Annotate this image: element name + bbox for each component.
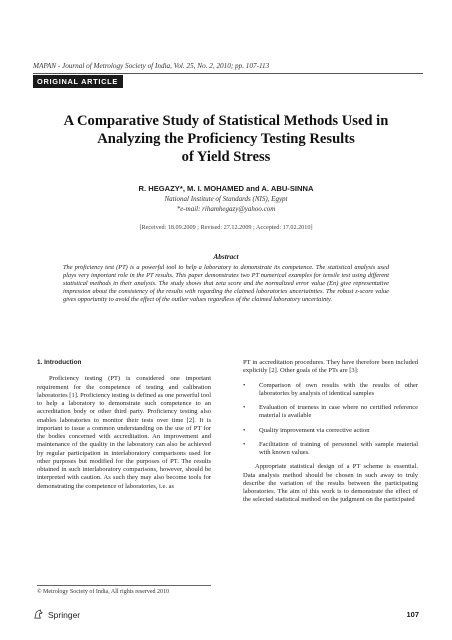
bullet-icon: • bbox=[243, 440, 246, 448]
introduction-paragraph: Proficiency testing (PT) is considered one important requirement for the competence of testing and calibration laboratories [1]. Proficiency testing is defined as one powerful tool to help a laboratory to demonstrate such competence to an accreditation body or other third party. Proficiency testing also enables laboratories to monitor their tests over time [2]. It is important to issue a common understanding on the use of PT for the bodies concerned with accreditation. An improvement and maintenance of the quality in the laboratory can also be achieved by regular participation in interlaboratory comparisons used for other purposes but modified for the purposes of PT. The results obtained in such interlaboratory comparisons, however, should be interpreted with caution. As such they may also become tools for demonstrating the competence of laboratories, i.e. as bbox=[37, 375, 212, 490]
right-column bbox=[243, 359, 418, 505]
abstract-text: The proficiency test (PT) is a powerful tool to help a laboratory to demonstrate its competence. The statistical analysis used plays very important role in the PT results. This paper demonstrates two PT numerical examples for tensile test using different statistical methods in their analysis. The study shows that zeta score and the normalized error value (En) give representative impression about the consistency of the results with regarding the claimed laboratories uncertainties. The robust z-score value gives opportunity to avoid the effect of the outlier values regardless of the claimed laboratory uncertainty. bbox=[63, 264, 389, 304]
right-body-paragraph: Appropriate statistical design of a PT scheme is essential. Data analysis method should be chosen in such away to truly describe the variation of the results between the participating laboratories. The aim of this work is to demonstrate the effect of the selected statistical method on the judgment on the participated bbox=[243, 463, 418, 504]
left-column bbox=[37, 359, 211, 491]
article-type-badge: ORIGINAL ARTICLE bbox=[33, 75, 123, 88]
springer-horse-icon bbox=[33, 609, 44, 620]
bullet-icon: • bbox=[243, 404, 246, 411]
author-email: *e-mail: rihamhegazy@yahoo.com bbox=[176, 204, 276, 213]
title-line-1: A Comparative Study of Statistical Methods Used in bbox=[63, 113, 389, 129]
author-list: R. HEGAZY*, M. I. MOHAMED and A. ABU-SINNA bbox=[138, 184, 314, 193]
list-item bbox=[243, 427, 418, 435]
list-item-text: Evaluation of trueness in case where no certified reference material is available bbox=[259, 404, 418, 420]
title-line-2: Analyzing the Proficiency Testing Results bbox=[97, 131, 355, 147]
list-item-text: Quality improvement via corrective action bbox=[259, 426, 370, 434]
article-title bbox=[60, 112, 392, 166]
right-intro-paragraph: PT in accreditation procedures. They have therefore been included explicitly [2]. Other goals of the PTs are [3]: bbox=[243, 359, 418, 375]
publisher-logo bbox=[33, 609, 80, 620]
copyright-notice: © Metrology Society of India, All rights reserved 2010 bbox=[37, 589, 170, 595]
list-item bbox=[243, 441, 418, 458]
title-line-3: of Yield Stress bbox=[181, 149, 271, 165]
abstract-heading: Abstract bbox=[213, 252, 239, 261]
list-item bbox=[243, 382, 418, 399]
bullet-icon: • bbox=[243, 426, 246, 434]
page-number: 107 bbox=[406, 610, 419, 619]
affiliation-block bbox=[40, 195, 412, 214]
header-rule bbox=[33, 73, 423, 74]
pt-goals-list bbox=[243, 382, 418, 458]
list-item-text: Facilitation of training of personnel with sample material with known values. bbox=[259, 440, 418, 456]
bullet-icon: • bbox=[243, 381, 246, 389]
journal-citation: MAPAN - Journal of Metrology Society of India, Vol. 25, No. 2, 2010; pp. 107-113 bbox=[33, 62, 270, 70]
list-item bbox=[243, 404, 418, 421]
received-dates: [Received: 18.09.2009 ; Revised: 27.12.2009 ; Accepted: 17.02.2010] bbox=[139, 224, 313, 231]
affiliation: National Institute of Standards (NIS), Egypt bbox=[164, 195, 288, 203]
list-item-text: Comparison of own results with the results of other laboratories by analysis of identical samples bbox=[259, 381, 418, 397]
section-heading-introduction: 1. Introduction bbox=[37, 359, 82, 366]
footnote-rule bbox=[37, 585, 211, 586]
publisher-name: Springer bbox=[48, 609, 81, 620]
